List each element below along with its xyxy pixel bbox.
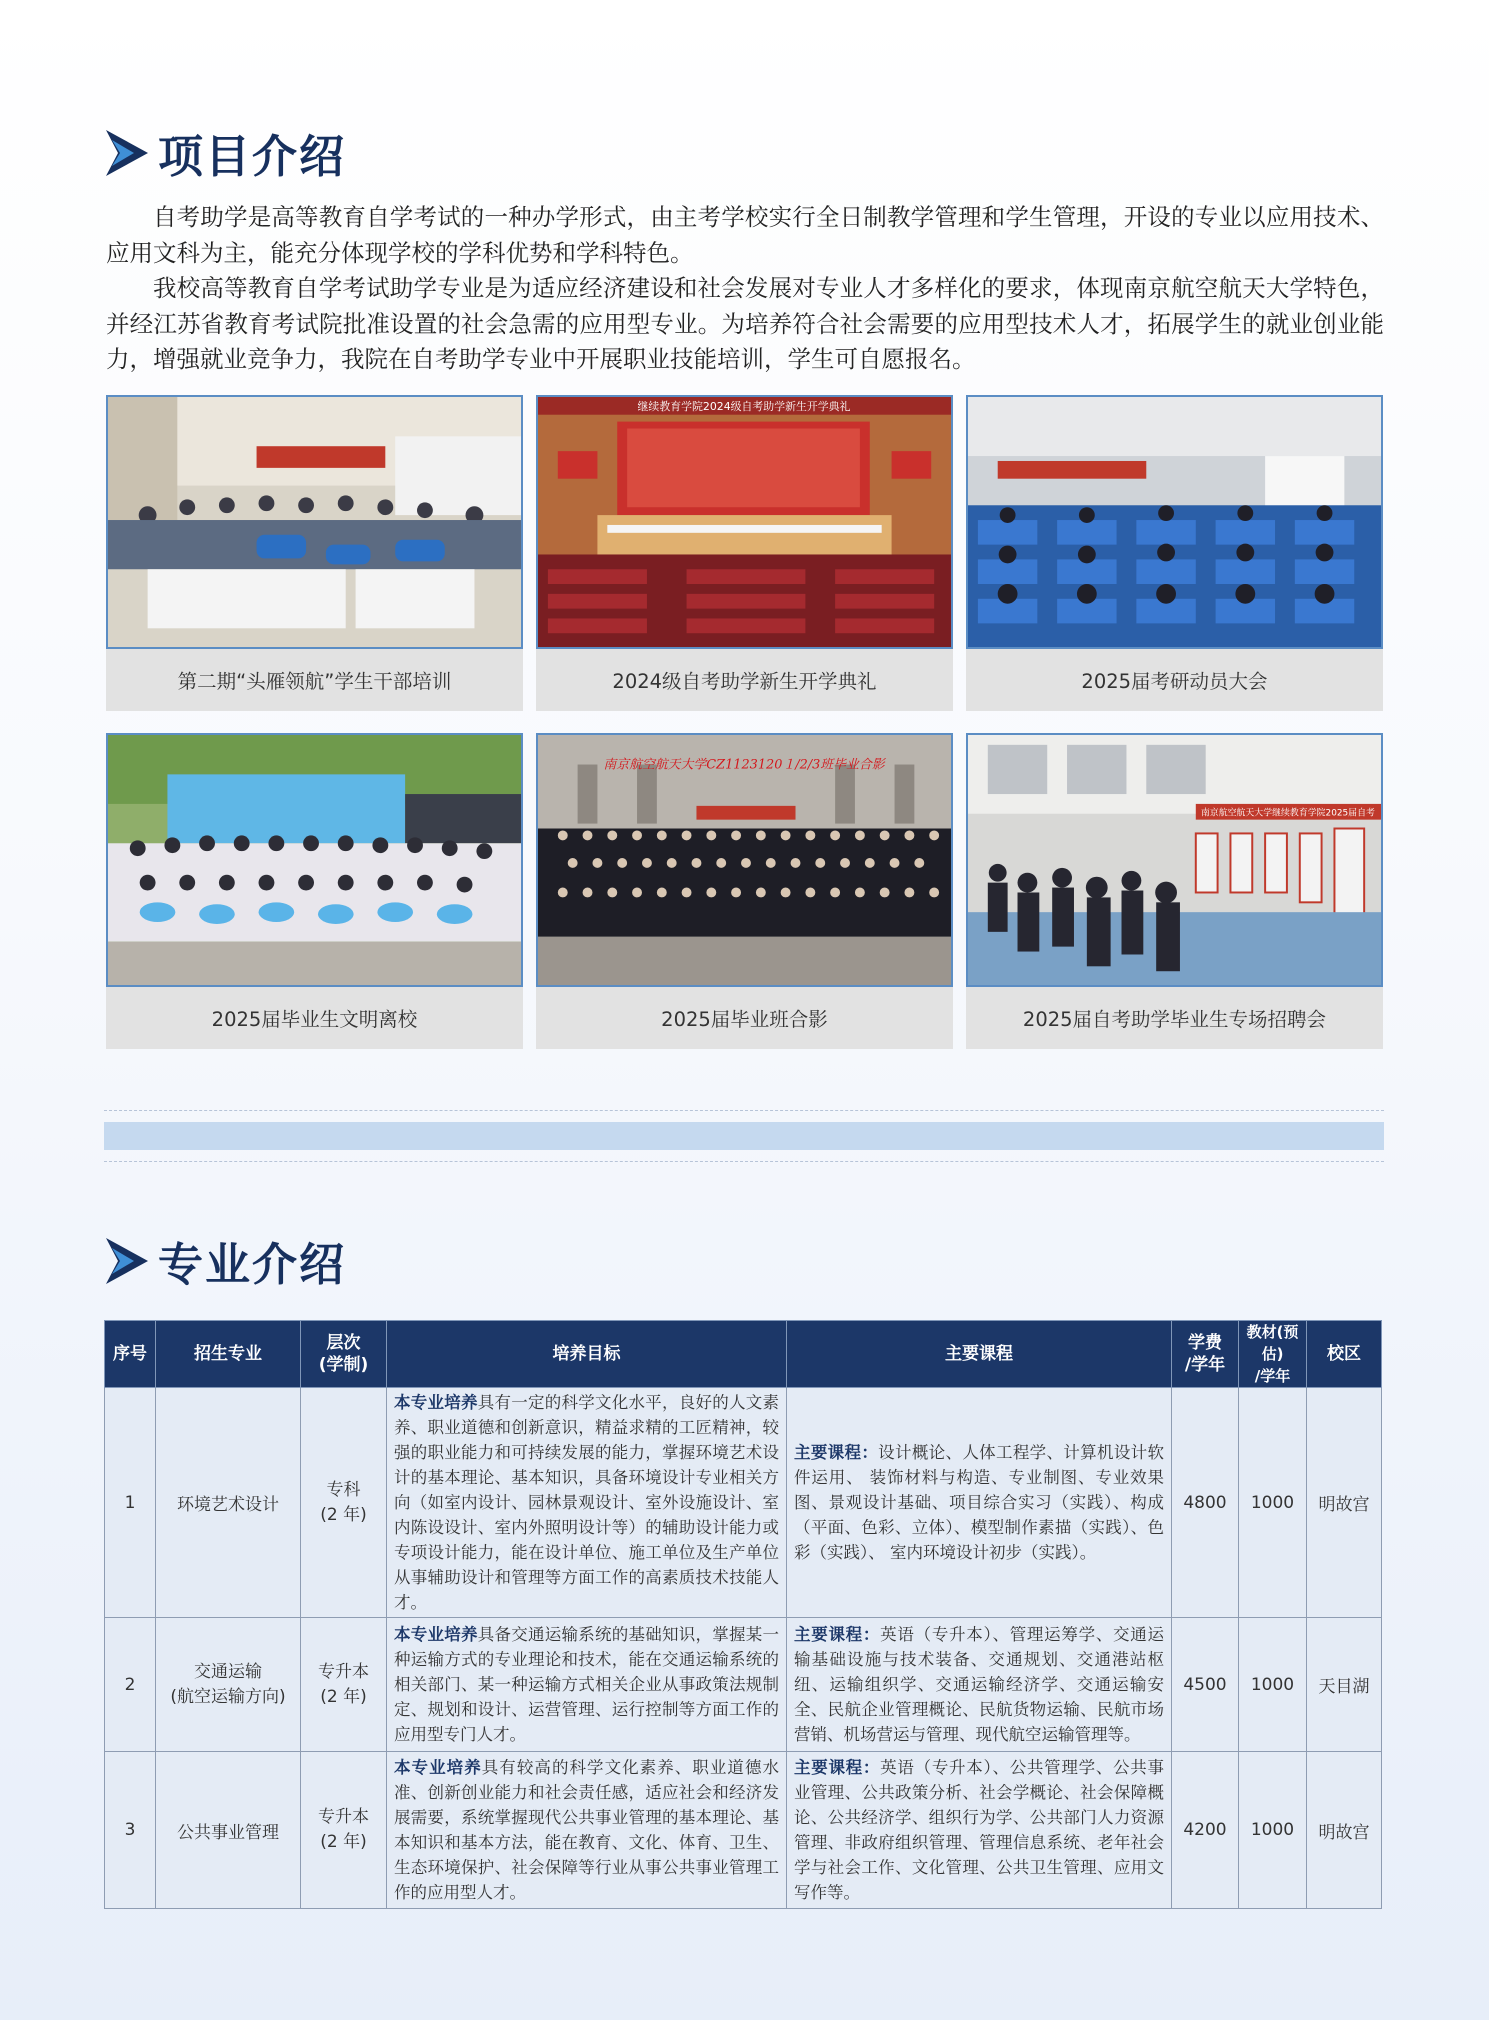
table-row <box>105 1618 1382 1752</box>
chevron-arrow-icon <box>104 128 150 178</box>
goal-text: 具有一定的科学文化水平，良好的人文素养、职业道德和创新意识，精益求精的工匠精神，较强的职业能力和可持续发展的能力，掌握环境艺术设计的基本理论、基本知识，具备环境设计专业相关方向（如室内设计、园林景观设计、室外设施设计、室内陈设设计、室内外照明设计等）的辅助设计能力或专项设计能力，能在设计单位、施工单位及生产单位从事辅助设计和管理等方面工作的高素质技术技能人才。 <box>394 1393 779 1612</box>
cell-level-name: 专升本 <box>318 1807 369 1827</box>
divider-dashed <box>104 1161 1384 1162</box>
intro-text <box>106 200 1384 378</box>
cell-level <box>301 1752 387 1909</box>
cell-level-years: (2 年) <box>320 1686 367 1707</box>
header-fee-line: /学年 <box>1184 1355 1226 1375</box>
section-title-project <box>104 120 346 185</box>
goal-lead: 本专业培养 <box>394 1625 478 1644</box>
cell-fee: 4500 <box>1172 1618 1239 1752</box>
cell-courses <box>787 1752 1172 1909</box>
photo-card-class-group <box>536 733 953 1049</box>
goal-lead: 本专业培养 <box>394 1758 482 1777</box>
cell-goal <box>387 1752 787 1909</box>
cell-courses <box>787 1388 1172 1618</box>
section-title-majors <box>104 1228 346 1293</box>
cell-level-years: (2 年) <box>320 1832 367 1852</box>
cell-campus: 天目湖 <box>1307 1618 1382 1752</box>
cell-campus: 明故宫 <box>1307 1752 1382 1909</box>
cell-goal <box>387 1618 787 1752</box>
goal-text: 具备交通运输系统的基础知识，掌握某一种运输方式的专业理论和技术，能在交通运输系统的相关部门、某一种运输方式相关企业从事政策法规制定、规划和设计、运营管理、运行控制等方面工作的应用型专门人才。 <box>394 1625 779 1744</box>
header-level-line: 层次 <box>326 1333 361 1353</box>
intro-paragraph: 自考助学是高等教育自学考试的一种办学形式，由主考学校实行全日制教学管理和学生管理，开设的专业以应用技术、应用文科为主，能充分体现学校的学科优势和学科特色。 <box>106 203 1384 267</box>
photo-caption: 2025届考研动员大会 <box>1081 670 1268 693</box>
photo-caption: 2024级自考助学新生开学典礼 <box>612 670 877 693</box>
header-courses: 主要课程 <box>787 1321 1172 1388</box>
photo-banner-text: 南京航空航天大学继续教育学院2025届自考 <box>1200 808 1375 819</box>
photo-caption: 第二期“头雁领航”学生干部培训 <box>177 670 452 693</box>
header-goal: 培养目标 <box>387 1321 787 1388</box>
goal-lead: 本专业培养 <box>394 1393 478 1412</box>
header-major: 招生专业 <box>156 1321 301 1388</box>
cell-major-direction: (航空运输方向) <box>170 1686 286 1707</box>
cell-campus: 明故宫 <box>1307 1388 1382 1618</box>
photo-cadre-training <box>106 395 523 649</box>
photo-opening-ceremony <box>536 395 953 649</box>
photo-banner-text: 继续教育学院2024级自考助学新生开学典礼 <box>637 399 851 413</box>
photo-exam-mobilization <box>966 395 1383 649</box>
goal-text: 具有较高的科学文化素养、职业道德水准、创新创业能力和社会责任感，适应社会和经济发展需要，系统掌握现代公共事业管理的基本理论、基本知识和基本方法，能在教育、文化、体育、卫生、生态环境保护、社会保障等行业从事公共事业管理工作的应用型人才。 <box>394 1758 780 1902</box>
cell-level <box>301 1618 387 1752</box>
header-book-line: /学年 <box>1254 1367 1291 1385</box>
course-text: 英语（专升本）、公共管理学、公共事业管理、公共政策分析、社会学概论、社会保障概论、公共经济学、组织行为学、公共部门人力资源管理、非政府组织管理、管理信息系统、老年社会学与社会工作、文化管理、公共卫生管理、应用文写作等。 <box>794 1758 1165 1902</box>
intro-paragraph: 我校高等教育自学考试助学专业是为适应经济建设和社会发展对专业人才多样化的要求，体现南京航空航天大学特色，并经江苏省教育考试院批准设置的社会急需的应用型专业。为培养符合社会需要的应用型技术人才，拓展学生的就业创业能力，增强就业竞争力，我院在自考助学专业中开展职业技能培训，学生可自愿报名。 <box>106 274 1384 373</box>
cell-level-name: 专升本 <box>318 1661 369 1682</box>
photo-card-cadre-training <box>106 395 523 711</box>
table-row <box>105 1388 1382 1618</box>
cell-no: 1 <box>105 1388 156 1618</box>
table-row <box>105 1752 1382 1909</box>
header-fee-line: 学费 <box>1188 1333 1222 1353</box>
section-heading: 专业介绍 <box>158 1238 347 1291</box>
course-text: 英语（专升本）、管理运筹学、交通运输基础设施与技术装备、交通规划、交通港站枢纽、运输组织学、交通运输经济学、交通运输安全、民航企业管理概论、民航货物运输、民航市场营销、机场营运与管理、现代航空运输管理等。 <box>794 1625 1165 1744</box>
cell-book: 1000 <box>1239 1388 1307 1618</box>
cell-level-years: (2 年) <box>320 1504 367 1525</box>
photo-caption: 2025届自考助学毕业生专场招聘会 <box>1022 1008 1327 1031</box>
divider-dashed <box>104 1110 1384 1111</box>
photo-card-job-fair <box>966 733 1383 1049</box>
course-text: 设计概论、人体工程学、计算机设计软件运用、 装饰材料与构造、专业制图、专业效果图、景观设计基础、项目综合实习（实践）、构成（平面、色彩、立体）、模型制作素描（实践）、色彩（实践）、 室内环境设计初步（实践）。 <box>794 1443 1165 1562</box>
header-level <box>301 1321 387 1388</box>
majors-table <box>104 1320 1382 1909</box>
photo-caption: 2025届毕业班合影 <box>661 1008 828 1031</box>
header-level-line: (学制) <box>318 1355 369 1375</box>
photo-graduates-leaving <box>106 733 523 987</box>
cell-goal <box>387 1388 787 1618</box>
chevron-arrow-icon <box>104 1236 150 1286</box>
photo-class-group <box>536 733 953 987</box>
cell-level <box>301 1388 387 1618</box>
photo-card-exam-mobilization <box>966 395 1383 711</box>
cell-major: 环境艺术设计 <box>156 1388 301 1618</box>
cell-major-name: 交通运输 <box>194 1661 262 1682</box>
divider-band <box>104 1122 1384 1150</box>
cell-no: 2 <box>105 1618 156 1752</box>
cell-no: 3 <box>105 1752 156 1909</box>
photo-job-fair <box>966 733 1383 987</box>
cell-major <box>156 1618 301 1752</box>
section-heading: 项目介绍 <box>158 130 347 183</box>
table-header-row <box>105 1321 1382 1388</box>
cell-level-name: 专科 <box>326 1479 361 1500</box>
cell-fee: 4800 <box>1172 1388 1239 1618</box>
header-no: 序号 <box>105 1321 156 1388</box>
course-lead: 主要课程： <box>794 1758 881 1777</box>
cell-major: 公共事业管理 <box>156 1752 301 1909</box>
cell-fee: 4200 <box>1172 1752 1239 1909</box>
header-campus: 校区 <box>1307 1321 1382 1388</box>
cell-courses <box>787 1618 1172 1752</box>
cell-book: 1000 <box>1239 1752 1307 1909</box>
cell-book: 1000 <box>1239 1618 1307 1752</box>
course-lead: 主要课程： <box>794 1443 879 1462</box>
header-book <box>1239 1321 1307 1388</box>
photo-banner-text: 南京航空航天大学CZ1123120１/2/3班毕业合影 <box>603 757 885 773</box>
course-lead: 主要课程： <box>794 1625 881 1644</box>
photo-card-graduates-leaving <box>106 733 523 1049</box>
header-fee <box>1172 1321 1239 1388</box>
photo-card-opening-ceremony <box>536 395 953 711</box>
header-book-line: 教材(预估) <box>1246 1323 1299 1363</box>
photo-caption: 2025届毕业生文明离校 <box>211 1008 418 1031</box>
